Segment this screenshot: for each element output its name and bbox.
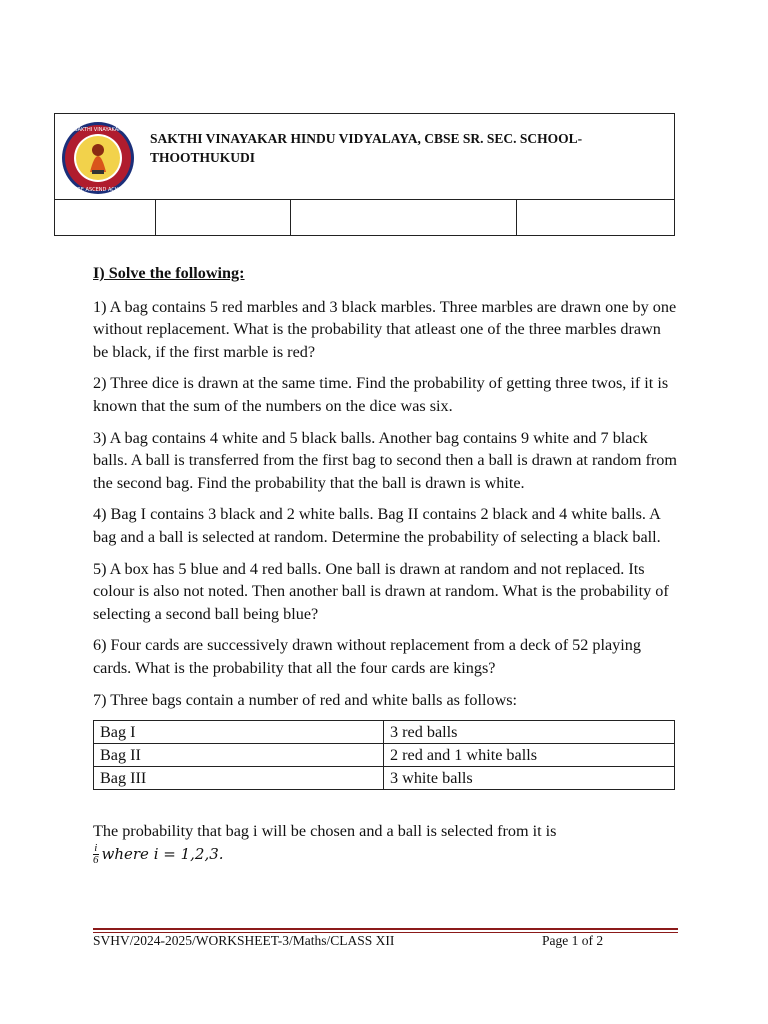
table-row	[94, 767, 675, 790]
fraction	[93, 843, 99, 866]
header-cell	[55, 200, 156, 236]
table-cell: 3 red balls	[384, 721, 675, 744]
school-logo	[60, 120, 136, 196]
header-bottom-row	[55, 200, 674, 236]
header-cell	[156, 200, 291, 236]
footer-code: SVHV/2024-2025/WORKSHEET-3/Maths/CLASS XII	[93, 933, 395, 948]
section-title: I) Solve the following:	[93, 264, 245, 282]
question-6: 6) Four cards are successively drawn without replacement from a deck of 52 playing cards. What is the probability that all the four cards are kings?	[93, 636, 641, 677]
fraction-denominator: 6	[93, 854, 99, 867]
table-cell: Bag III	[94, 767, 384, 790]
footer-rule	[93, 928, 678, 930]
table-cell: Bag I	[94, 721, 384, 744]
school-name: SAKTHI VINAYAKAR HINDU VIDYALAYA, CBSE SR. SEC. SCHOOL-THOOTHUKUDI	[150, 131, 583, 165]
question-2: 2) Three dice is drawn at the same time. Find the probability of getting three twos, if it is known that the sum of the numbers on the dice was six.	[93, 374, 669, 415]
header-top-row	[55, 114, 674, 200]
question-4: 4) Bag I contains 3 black and 2 white balls. Bag II contains 2 black and 4 white balls. A bag and a ball is selected at random. Determine the probability of selecting a black ball.	[93, 505, 661, 546]
page-number: Page 1 of 2	[542, 933, 604, 948]
question-1: 1) A bag contains 5 red marbles and 3 black marbles. Three marbles are drawn one by one without replacement. What is the probability that atleast one of the three marbles drawn be black, if the first marble is red?	[93, 297, 677, 361]
svg-text:SAKTHI VINAYAKAR: SAKTHI VINAYAKAR	[74, 127, 122, 133]
question-7: 7) Three bags contain a number of red and white balls as follows:	[93, 690, 518, 709]
bags-table	[93, 720, 675, 790]
table-cell: 2 red and 1 white balls	[384, 744, 675, 767]
formula-text: where i = 1,2,3.	[101, 844, 224, 863]
table-row	[94, 744, 675, 767]
table-row	[94, 721, 675, 744]
fraction-numerator: i	[94, 842, 98, 855]
question-5: 5) A box has 5 blue and 4 red balls. One ball is drawn at random and not replaced. Its colour is also not noted. Then another ball is drawn at random. What is the probability of selecting a second ball being blue?	[93, 559, 669, 623]
table-cell: Bag II	[94, 744, 384, 767]
header-table	[54, 113, 675, 236]
question-3: 3) A bag contains 4 white and 5 black balls. Another bag contains 9 white and 7 black balls. A ball is transferred from the first bag to second then a ball is drawn at random from the second bag. Find the probability that the ball is drawn is white.	[93, 428, 677, 492]
header-cell	[291, 200, 517, 236]
header-cell	[517, 200, 676, 236]
probability-text: The probability that bag i will be chosen and a ball is selected from it is	[93, 822, 557, 841]
table-cell: 3 white balls	[384, 767, 675, 790]
probability-statement	[93, 820, 678, 866]
svg-text:ASPIRE ASCEND ACHIEVE: ASPIRE ASCEND ACHIEVE	[66, 187, 130, 193]
worksheet-content	[93, 262, 678, 866]
